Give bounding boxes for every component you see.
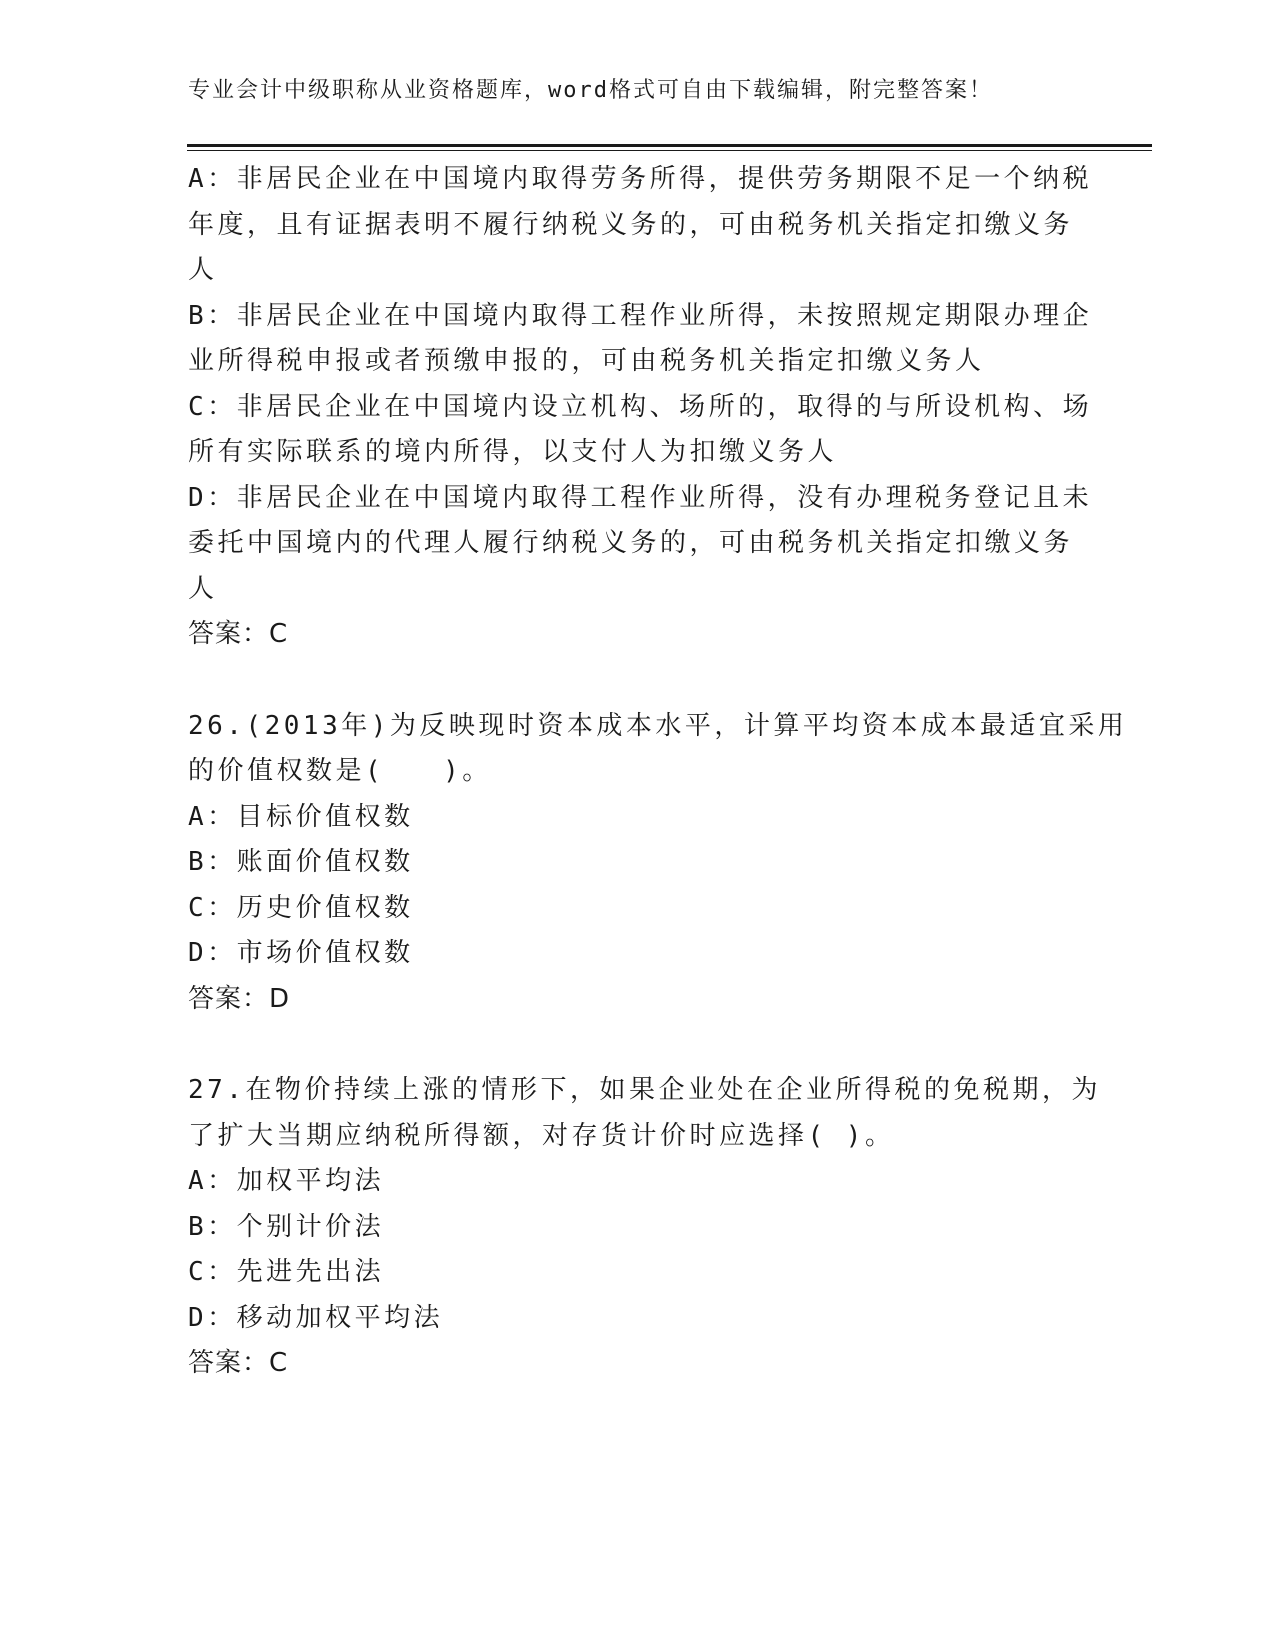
- option-d-line-3: 人: [188, 573, 218, 604]
- answer-label: 答案：D: [188, 983, 291, 1014]
- option-a: A：加权平均法: [188, 1166, 385, 1196]
- question-stem-line-2: 的价值权数是( )。: [188, 756, 492, 786]
- question-26: [188, 704, 1128, 1023]
- option-c: C：先进先出法: [188, 1257, 385, 1287]
- question-stem-line-1: 26.(2013年)为反映现时资本成本水平，计算平均资本成本最适宜采用: [188, 710, 1128, 741]
- option-b-line-2: 业所得税申报或者预缴申报的，可由税务机关指定扣缴义务人: [188, 346, 985, 376]
- option-d-line-2: 委托中国境内的代理人履行纳税义务的，可由税务机关指定扣缴义务: [188, 528, 1074, 558]
- option-b-line-1: B：非居民企业在中国境内取得工程作业所得，未按照规定期限办理企: [188, 300, 1093, 331]
- option-c-line-2: 所有实际联系的境内所得，以支付人为扣缴义务人: [188, 437, 838, 467]
- option-b: B：账面价值权数: [188, 847, 414, 877]
- question-stem-line-2: 了扩大当期应纳税所得额，对存货计价时应选择( )。: [188, 1120, 895, 1151]
- header-divider: [187, 144, 1152, 151]
- option-c: C：历史价值权数: [188, 892, 414, 923]
- option-b: B：个别计价法: [188, 1211, 385, 1242]
- document-body: [188, 157, 1128, 1387]
- option-a: A：目标价值权数: [188, 801, 414, 832]
- header-note: 专业会计中级职称从业资格题库，word格式可自由下载编辑，附完整答案！: [188, 78, 993, 103]
- option-a-line-2: 年度，且有证据表明不履行纳税义务的，可由税务机关指定扣缴义务: [188, 209, 1074, 240]
- question-27: [188, 1068, 1101, 1387]
- option-d-line-1: D：非居民企业在中国境内取得工程作业所得，没有办理税务登记且未: [188, 482, 1093, 513]
- option-a-line-1: A：非居民企业在中国境内取得劳务所得，提供劳务期限不足一个纳税: [188, 164, 1093, 194]
- option-a-line-3: 人: [188, 255, 218, 285]
- question-stem-line-1: 27.在物价持续上涨的情形下，如果企业处在企业所得税的免税期，为: [188, 1075, 1101, 1105]
- spacer: [188, 658, 1088, 704]
- question-25-continued: [188, 157, 1093, 658]
- answer-label: 答案：C: [188, 1348, 289, 1378]
- option-c-line-1: C：非居民企业在中国境内设立机构、场所的，取得的与所设机构、场: [188, 391, 1093, 422]
- option-d: D：市场价值权数: [188, 938, 414, 968]
- answer-label: 答案：C: [188, 619, 289, 649]
- option-d: D：移动加权平均法: [188, 1302, 444, 1333]
- spacer: [188, 1022, 1088, 1068]
